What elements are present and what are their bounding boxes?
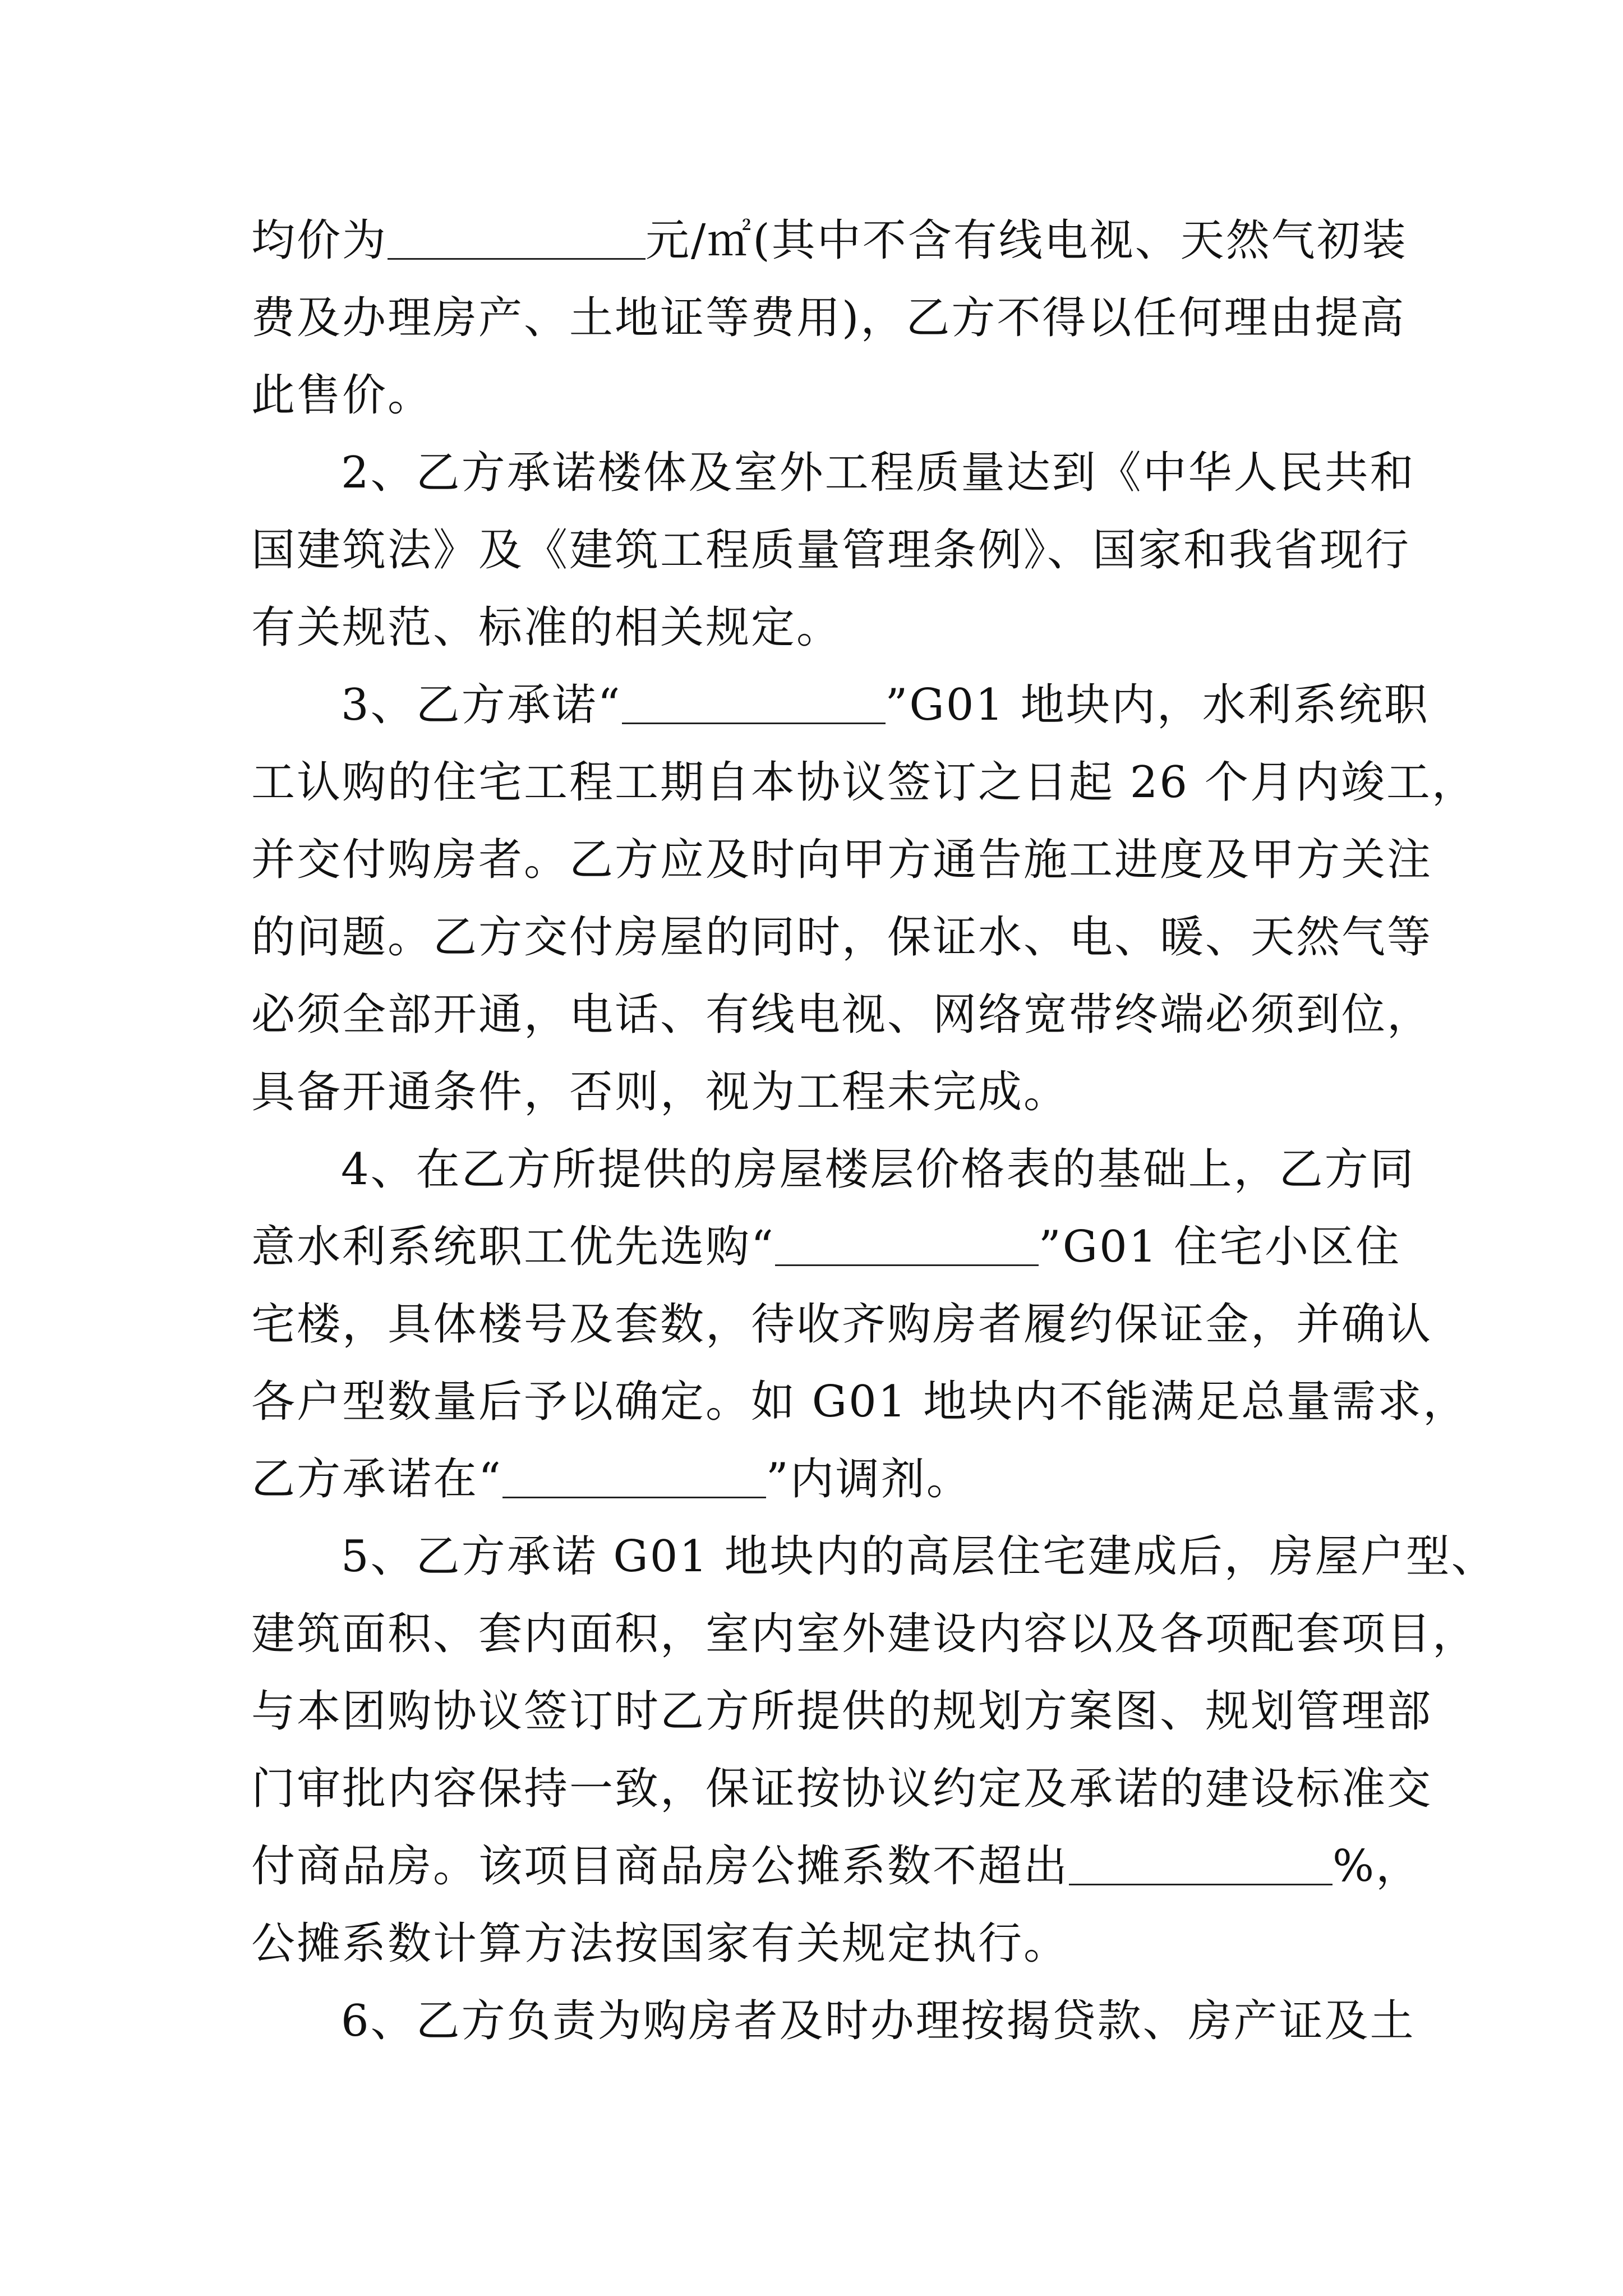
text-line: 必须全部开通，电话、有线电视、网络宽带终端必须到位， [251,990,1433,1040]
text-line: 宅楼，具体楼号及套数，待收齐购房者履约保证金，并确认 [251,1299,1433,1350]
text-line: 公摊系数计算方法按国家有关规定执行。 [251,1918,1069,1969]
text-line: 乙方承诺在“ ”内调剂。 [251,1454,972,1504]
text-line: 意水利系统职工优先选购“ ”G01 住宅小区住 [251,1222,1401,1272]
text-line: 与本团购协议签订时乙方所提供的规划方案图、规划管理部 [251,1686,1433,1737]
text-line: 均价为 元/㎡(其中不含有线电视、天然气初装 [251,215,1408,266]
contract-text [251,202,1497,2060]
text-line: 有关规范、标准的相关规定。 [251,602,842,653]
text-line: 并交付购房者。乙方应及时向甲方通告施工进度及甲方关注 [251,835,1433,885]
clause-3-start: 3、乙方承诺“ ”G01 地块内，水利系统职 [341,680,1430,730]
text-line: 具备开通条件，否则，视为工程未完成。 [251,1067,1069,1117]
text-line: 各户型数量后予以确定。如 G01 地块内不能满足总量需求， [251,1377,1469,1427]
project-name-blank [622,722,886,724]
text-line: 此售价。 [251,370,434,421]
clause-5-start: 5、乙方承诺 G01 地块内的高层住宅建成后，房屋户型、 [341,1531,1497,1582]
clause-4-start: 4、在乙方所提供的房屋楼层价格表的基础上，乙方同 [341,1144,1415,1195]
text-line: 付商品房。该项目商品房公摊系数不超出 %， [251,1841,1422,1892]
clause-2-start: 2、乙方承诺楼体及室外工程质量达到《中华人民共和 [341,448,1415,498]
price-blank [388,257,645,260]
share-coefficient-blank [1069,1883,1332,1885]
text-line: 工认购的住宅工程工期自本协议签订之日起 26 个月内竣工， [251,757,1477,808]
project-name-blank [775,1264,1039,1266]
location-blank [502,1496,766,1498]
text-line: 的问题。乙方交付房屋的同时，保证水、电、暖、天然气等 [251,912,1433,963]
clause-6-start: 6、乙方负责为购房者及时办理按揭贷款、房产证及土 [341,1996,1415,2046]
text-line: 费及办理房产、土地证等费用)，乙方不得以任何理由提高 [251,293,1406,343]
text-line: 建筑面积、套内面积，室内室外建设内容以及各项配套项目， [251,1609,1478,1659]
text-line: 国建筑法》及《建筑工程质量管理条例》、国家和我省现行 [251,525,1411,576]
text-line: 门审批内容保持一致，保证按协议约定及承诺的建设标准交 [251,1764,1433,1814]
